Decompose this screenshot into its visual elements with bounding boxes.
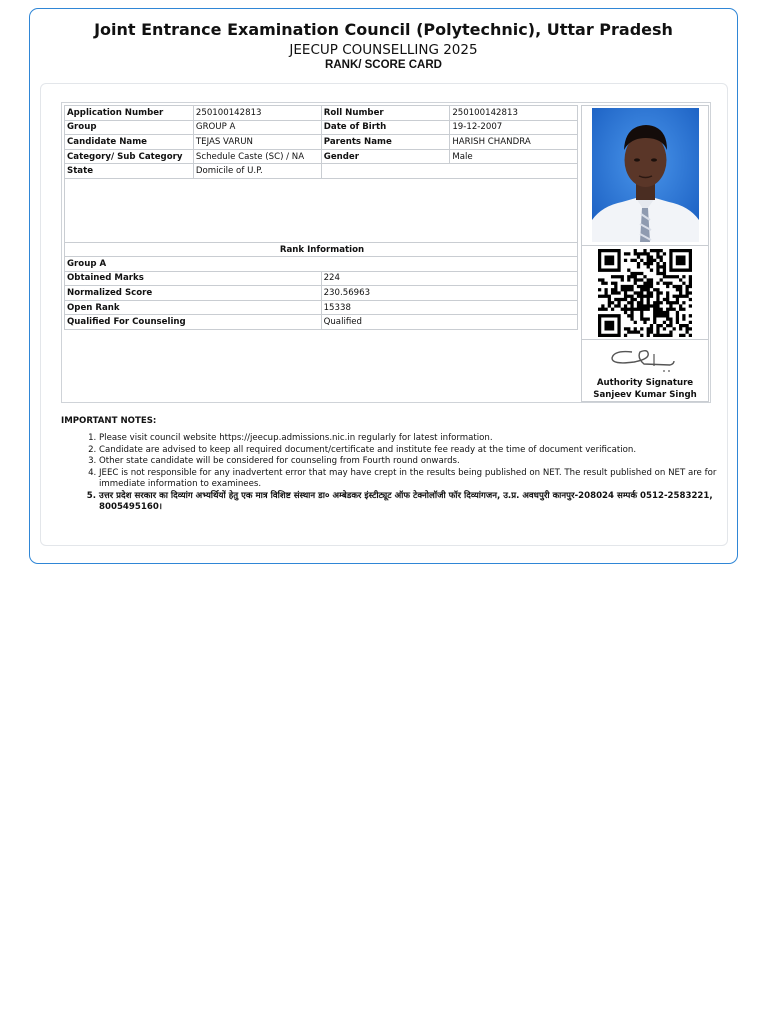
label-parents-name: Parents Name [321, 135, 450, 150]
rank-information-table [64, 242, 578, 330]
note-item: 2. Candidate are advised to keep all required document/certificate and institute fee ready at the time of document verification. [99, 445, 739, 457]
label-gender: Gender [321, 149, 450, 164]
value-roll-number: 250100142813 [450, 106, 578, 121]
candidate-details-table [64, 105, 578, 179]
council-title: Joint Entrance Examination Council (Polytechnic), Uttar Pradesh [94, 20, 673, 39]
table-row [65, 271, 578, 286]
value-open-rank: 15338 [321, 300, 577, 315]
authority-name: Sanjeev Kumar Singh [593, 390, 697, 400]
table-row [65, 106, 578, 121]
authority-role: Authority Signature [596, 378, 694, 388]
value-candidate-name: TEJAS VARUN [193, 135, 321, 150]
table-row [65, 257, 578, 272]
table-row [65, 315, 578, 330]
empty-cell [321, 164, 577, 179]
label-dob: Date of Birth [321, 120, 450, 135]
candidate-photo-image [592, 108, 699, 242]
value-application-number: 250100142813 [193, 106, 321, 121]
details-frame [61, 102, 711, 403]
label-category: Category/ Sub Category [65, 149, 194, 164]
value-normalized-score: 230.56963 [321, 286, 577, 301]
table-row [65, 164, 578, 179]
notes-list [61, 433, 739, 514]
card-body [40, 83, 728, 546]
signature-icon [604, 344, 684, 374]
blank-area [64, 178, 578, 242]
value-parents-name: HARISH CHANDRA [450, 135, 578, 150]
label-group: Group [65, 120, 194, 135]
note-item: 4. JEEC is not responsible for any inadvertent error that may have crept in the results being published on NET. The result published on NET are for immediate information to examinees. [99, 468, 739, 491]
value-state: Domicile of U.P. [193, 164, 321, 179]
label-application-number: Application Number [65, 106, 194, 121]
note-item: 3. Other state candidate will be considered for counseling from Fourth round onwards. [99, 456, 739, 468]
qr-code-icon [598, 249, 692, 337]
table-row [65, 243, 578, 257]
table-row [65, 286, 578, 301]
value-obtained-marks: 224 [321, 271, 577, 286]
value-group: GROUP A [193, 120, 321, 135]
label-qualified: Qualified For Counseling [65, 315, 322, 330]
table-row [65, 149, 578, 164]
rank-group: Group A [65, 257, 578, 272]
label-obtained-marks: Obtained Marks [65, 271, 322, 286]
label-roll-number: Roll Number [321, 106, 450, 121]
value-qualified: Qualified [321, 315, 577, 330]
divider [582, 245, 708, 246]
label-open-rank: Open Rank [65, 300, 322, 315]
rank-info-title: Rank Information [65, 243, 578, 257]
photo-qr-signature-panel [581, 105, 709, 402]
label-normalized-score: Normalized Score [65, 286, 322, 301]
label-candidate-name: Candidate Name [65, 135, 194, 150]
note-item: 5. उत्तर प्रदेश सरकार का दिव्यांग अभ्यर्थियों हेतु एक मात्र विशिष्ट संस्थान डा० अम्बेडकर इंस्टीट्यूट ऑफ टेक्नोलॉजी फॉर दिव्यांगजन, उ.प्र. अवधपुरी कानपुर-208024 सम्पर्क 0512-2583221, 8005495160। [99, 491, 739, 514]
counselling-title: JEECUP COUNSELLING 2025 [289, 42, 478, 58]
table-row [65, 135, 578, 150]
note-item: 1. Please visit council website https://jeecup.admissions.nic.in regularly for latest information. [99, 433, 739, 445]
divider [582, 339, 708, 340]
table-row [65, 300, 578, 315]
value-category: Schedule Caste (SC) / NA [193, 149, 321, 164]
candidate-photo [592, 108, 699, 242]
label-state: State [65, 164, 194, 179]
score-card [29, 8, 738, 564]
table-row [65, 120, 578, 135]
value-dob: 19-12-2007 [450, 120, 578, 135]
card-title: RANK/ SCORE CARD [325, 59, 442, 71]
notes-heading: IMPORTANT NOTES: [61, 416, 157, 426]
value-gender: Male [450, 149, 578, 164]
